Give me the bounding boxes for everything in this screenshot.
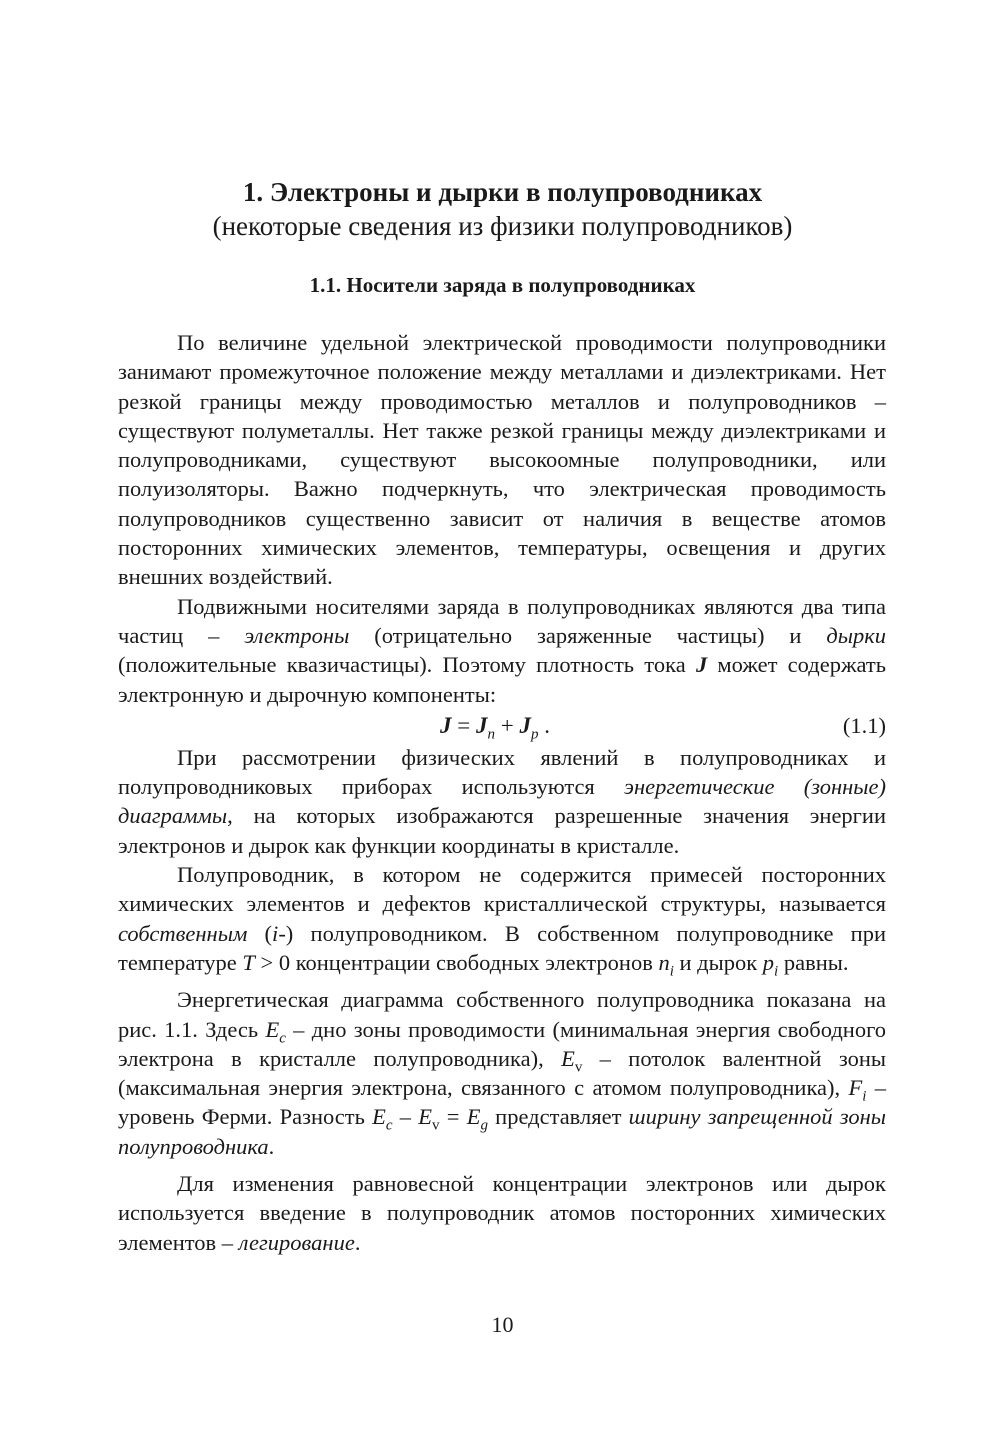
equation-1-1	[118, 709, 886, 743]
paragraph-3: При рассмотрении физических явлений в полупроводниках и полупроводниковых приборах используются энергетические (зонные) диаграммы, на которых изображаются разрешенные значения энергии электронов и дырок как функции координаты в кристалле.	[118, 744, 886, 858]
paragraph-4: Полупроводник, в котором не содержится примесей посторонних химических элементов и дефектов кристаллической структуры, называется собственным (i-) полупроводником. В собственном полупроводнике при температуре T > 0 концентрации свободных электронов $n_i$ и дырок $p_i$ равны.	[118, 862, 886, 980]
term-energy-diagrams: энергетические (зонные) диаграммы	[118, 774, 886, 829]
chapter-subtitle: (некоторые сведения из физики полупроводников)	[212, 211, 793, 241]
chapter-title: 1. Электроны и дырки в полупроводниках	[242, 177, 763, 207]
paragraph-2: Подвижными носителями заряда в полупроводниках являются два типа частиц – электроны (отрицательно заряженные частицы) и дырки (положительные квазичастицы). Поэтому плотность тока J может содержать электронную и дырочную компоненты:	[118, 593, 886, 707]
paragraph-6: Для изменения равновесной концентрации электронов или дырок используется введение в полупроводник атомов посторонних химических элементов – легирование.	[118, 1171, 886, 1255]
symbol-J: J	[695, 652, 708, 678]
band-gap-formula: $E_c - E_v = E_g$	[372, 1104, 488, 1134]
term-electrons: электроны	[244, 622, 350, 648]
section-title: 1.1. Носители заряда в полупроводниках	[309, 273, 696, 297]
equation-formula: $J = J_n + J_p$ .	[440, 712, 550, 743]
body-text	[118, 328, 886, 1257]
term-intrinsic: собственным	[118, 920, 248, 946]
equation-number: (1.1)	[842, 712, 886, 738]
term-band-gap: ширину запрещенной зоны полупроводника	[118, 1104, 886, 1159]
paragraph-1: По величине удельной электрической проводимости полупроводники занимают промежуточное положение между металлами и диэлектриками. Нет резкой границы между проводимостью металлов и полупроводников – существуют полуметаллы. Нет также резкой границы между диэлектриками и полупроводниками, существуют высокоомные полупроводники, или полуизоляторы. Важно подчеркнуть, что электрическая проводимость полупроводников существенно зависит от наличия в веществе атомов посторонних химических элементов, температуры, освещения и других внешних воздействий.	[118, 330, 886, 590]
term-holes: дырки	[826, 622, 886, 648]
page-number: 10	[491, 1312, 514, 1337]
paragraph-5: Энергетическая диаграмма собственного полупроводника показана на рис. 1.1. Здесь $E_c$ – дно зоны проводимости (минимальная энергия свободного электрона в кристалле полупроводника), $E_v$ – потолок валентной зоны (максимальная энергия электрона, связанного с атомом полупроводника), $F_i$ – уровень Ферми. Разность $E_c - E_v = E_g$ представляет ширину запрещенной зоны полупроводника.	[118, 987, 887, 1159]
term-doping: легирование	[238, 1229, 355, 1255]
